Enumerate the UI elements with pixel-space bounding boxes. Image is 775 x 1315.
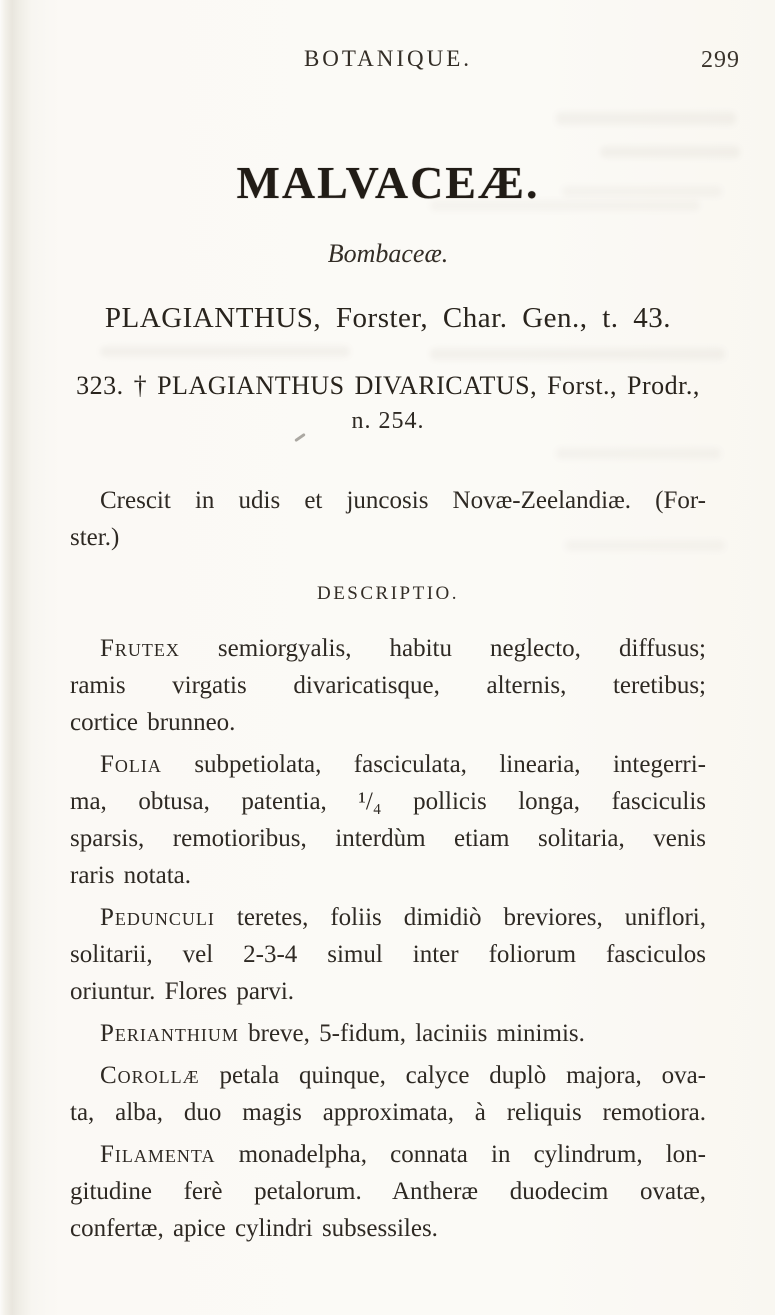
line-text: semiorgyalis, habitu neglecto, diffusus;: [179, 635, 706, 662]
text-line: [70, 1015, 706, 1052]
habitat-paragraph: [70, 482, 706, 556]
text-line: [70, 746, 706, 783]
species-heading-line2: n. 254.: [351, 408, 425, 434]
paragraph-perianthium: [70, 1015, 706, 1052]
line-text: subpetiolata, fasciculata, linearia, integerri-: [161, 751, 706, 778]
species-heading-line1: 323. † PLAGIANTHUS DIVARICATUS, Forst., Prodr.,: [76, 371, 700, 400]
text-line: [70, 857, 706, 894]
line-text: gitudine ferè petalorum. Antheræ duodecim ovatæ,: [70, 1178, 706, 1205]
line-text: petala quinque, calyce duplò majora, ova-: [199, 1062, 706, 1089]
text-line: [70, 936, 706, 973]
description-body: [70, 630, 706, 1247]
paragraph-lead-word: Filamenta: [100, 1141, 216, 1168]
line-text: ster.): [70, 524, 120, 551]
line-text: raris notata.: [70, 862, 192, 889]
family-title: MALVACEÆ.: [236, 157, 540, 208]
text-line: [70, 820, 706, 857]
line-text: Crescit in udis et juncosis Novæ-Zeelandiæ. (For-: [100, 487, 706, 514]
line-text: confertæ, apice cylindri subsessiles.: [70, 1215, 438, 1242]
text-line: [70, 973, 706, 1010]
text-line: [70, 630, 706, 667]
paragraph-filamenta: [70, 1136, 706, 1247]
text-line: [70, 783, 706, 820]
text-line: [70, 1094, 706, 1131]
line-text: oriuntur. Flores parvi.: [70, 978, 295, 1005]
text-line: [70, 667, 706, 704]
page-content: [70, 46, 740, 1247]
text-line: [70, 704, 706, 741]
line-text: ramis virgatis divaricatisque, alternis, teretibus;: [70, 672, 706, 699]
section-heading: DESCRIPTIO.: [316, 583, 460, 604]
line-text: ta, alba, duo magis approximata, à reliquis remotiora.: [70, 1099, 706, 1126]
text-line: [70, 1057, 706, 1094]
paragraph-lead-word: Folia: [100, 751, 162, 778]
paragraph-lead-word: Perianthium: [100, 1020, 239, 1047]
paragraph-lead-word: Corollæ: [100, 1062, 200, 1089]
line-text: sparsis, remotioribus, interdùm etiam solitaria, venis: [70, 825, 706, 852]
paragraph-lead-word: Frutex: [100, 635, 180, 662]
tribe-subtitle: Bombaceæ.: [327, 239, 449, 268]
paragraph-pedunculi: [70, 899, 706, 1010]
line-text: teretes, foliis dimidiò breviores, uniflori,: [214, 904, 706, 931]
species-heading: [58, 371, 718, 435]
text-line: [70, 1173, 706, 1210]
running-head: BOTANIQUE.: [303, 46, 473, 71]
line-text: ma, obtusa, patentia, ¹/₄ pollicis longa, fasciculis: [70, 788, 706, 815]
line-text: monadelpha, connata in cylindrum, lon-: [215, 1141, 706, 1168]
paragraph-frutex: [70, 630, 706, 741]
line-text: breve, 5-fidum, laciniis minimis.: [238, 1020, 585, 1047]
text-line: [70, 1136, 706, 1173]
paragraph-lead-word: Pedunculi: [100, 904, 215, 931]
line-text: solitarii, vel 2-3-4 simul inter foliorum fasciculos: [70, 941, 706, 968]
page-header: [70, 46, 740, 76]
paragraph-corollae: [70, 1057, 706, 1131]
text-line: [70, 519, 706, 556]
text-line: [70, 899, 706, 936]
paragraph-folia: [70, 746, 706, 894]
genus-heading: PLAGIANTHUS, Forster, Char. Gen., t. 43.: [104, 302, 672, 334]
text-line: [70, 1210, 706, 1247]
text-line: [70, 482, 706, 519]
page-number: 299: [701, 47, 740, 73]
line-text: cortice brunneo.: [70, 709, 236, 736]
